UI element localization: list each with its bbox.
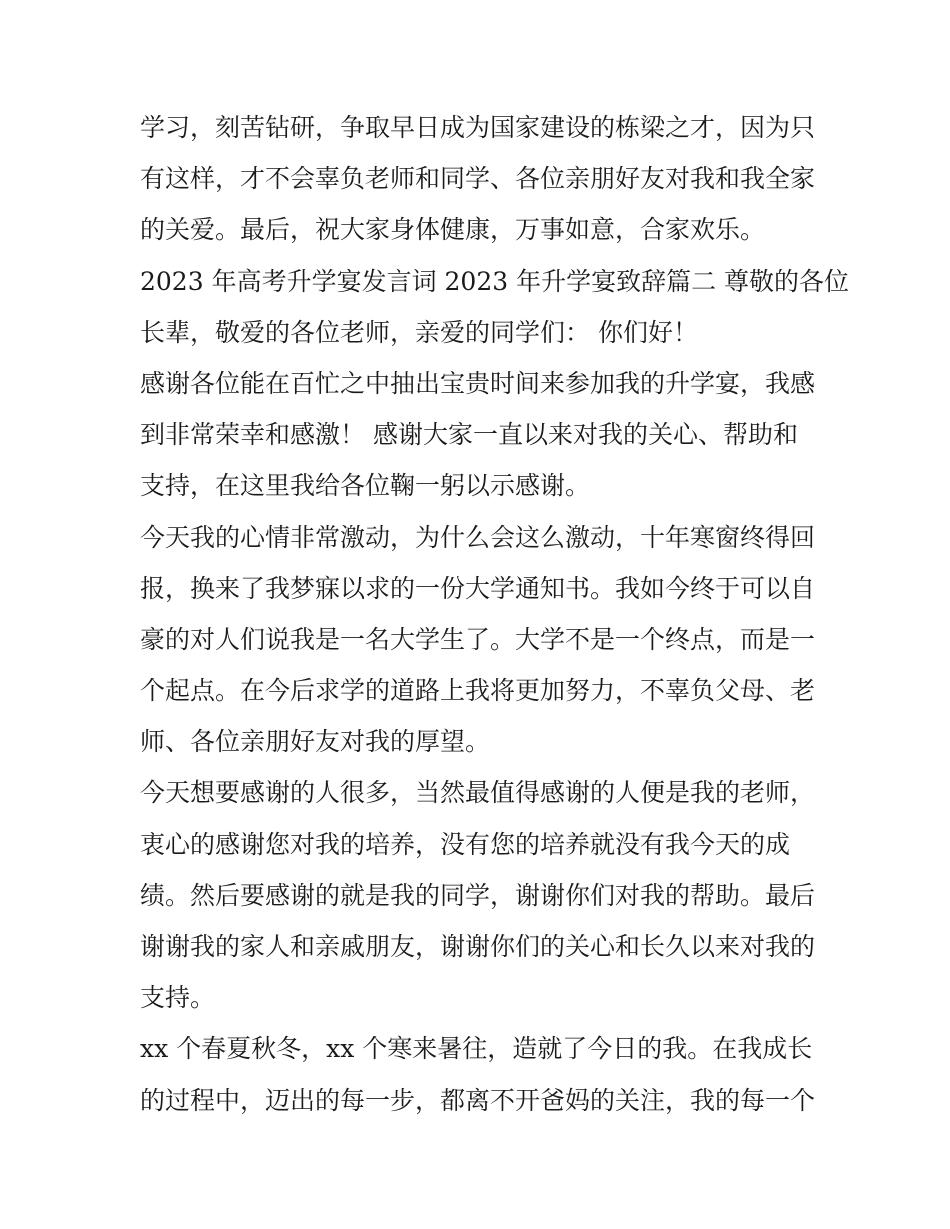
text-line: 2023 年高考升学宴发言词 2023 年升学宴致辞篇二 尊敬的各位 — [140, 266, 850, 296]
text-line: 到非常荣幸和感激！ 感谢大家一直以来对我的关心、帮助和 — [140, 420, 798, 450]
text-line: 绩。然后要感谢的就是我的同学，谢谢你们对我的帮助。最后 — [140, 880, 816, 910]
text-line: 今天我的心情非常激动，为什么会这么激动，十年寒窗终得回 — [140, 522, 816, 552]
text-line: 学习，刻苦钻研，争取早日成为国家建设的栋梁之才，因为只 — [140, 113, 816, 142]
speech-text-block — [140, 102, 850, 1126]
text-line: 支持，在这里我给各位鞠一躬以示感谢。 — [140, 471, 591, 501]
text-line: 的关爱。最后，祝大家身体健康，万事如意，合家欢乐。 — [140, 215, 766, 245]
text-line: 支持。 — [140, 983, 216, 1013]
text-line: 个起点。在今后求学的道路上我将更加努力，不辜负父母、老 — [140, 676, 816, 706]
text-line: 的过程中，迈出的每一步，都离不开爸妈的关注，我的每一个 — [140, 1085, 816, 1115]
text-line: 今天想要感谢的人很多，当然最值得感谢的人便是我的老师， — [140, 778, 816, 808]
text-line: 衷心的感谢您对我的培养，没有您的培养就没有我今天的成 — [140, 829, 791, 859]
text-line: 有这样，才不会辜负老师和同学、各位亲朋好友对我和我全家 — [140, 164, 816, 194]
text-line: 长辈，敬爱的各位老师，亲爱的同学们： 你们好！ — [140, 317, 698, 347]
text-line: 师、各位亲朋好友对我的厚望。 — [140, 727, 491, 757]
text-line: 报，换来了我梦寐以求的一份大学通知书。我如今终于可以自 — [140, 573, 816, 603]
text-line: 谢谢我的家人和亲戚朋友，谢谢你们的关心和长久以来对我的 — [140, 932, 816, 961]
text-line: xx 个春夏秋冬，xx 个寒来暑往，造就了今日的我。在我成长 — [140, 1034, 813, 1064]
text-line: 豪的对人们说我是一名大学生了。大学不是一个终点，而是一 — [140, 624, 816, 654]
text-line: 感谢各位能在百忙之中抽出宝贵时间来参加我的升学宴，我感 — [140, 368, 816, 398]
